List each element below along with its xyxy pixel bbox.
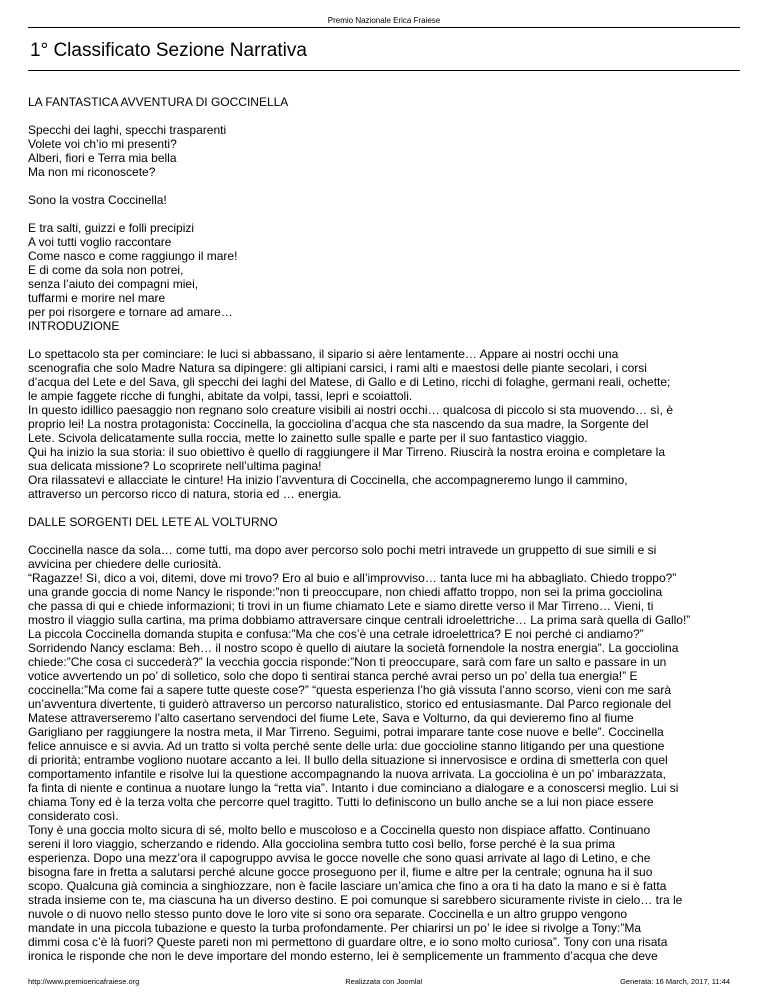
text-line: attraverso un percorso ricco di natura, storia ed … energia. [28,487,342,501]
text-line: che passa di qui e chiede informazioni; ti trovi in un fiume chiamato Lete e siamo dirette verso il Mar Tirreno… Vieni, ti [28,599,654,613]
text-line: scopo. Qualcuna già comincia a singhiozzare, non è facile lasciare un’amica che fino a ora ti ha dato la mano e si è fatta [28,879,667,893]
text-line: Tony è una goccia molto sicura di sé, molto bello e muscoloso e a Coccinella questo non dispiace affatto. Continuano [28,823,651,837]
text-line: mostro il viaggio sulla cartina, ma prima dobbiamo attraversare cinque centrali idroelettriche… La prima sarà quella di Gallo!” [28,613,691,627]
poem-line: tuffarmi e morire nel mare [28,291,166,305]
text-line: un’avventura divertente, ti guiderò attraverso un percorso naturalistico, storico ed entusiasmante. Dal Parco regionale del [28,697,672,711]
section-title: DALLE SORGENTI DEL LETE AL VOLTURNO [28,515,278,529]
text-line: “Ragazze! Sì, dico a voi, ditemi, dove mi trovo? Ero al buio e all’improvviso… tanta luce mi ha abbagliato. Chiedo troppo?” [28,571,677,585]
text-line: Coccinella nasce da sola… come tutti, ma dopo aver percorso solo pochi metri intravede un gruppetto di sue simili e si [28,543,657,557]
poem-line: per poi risorgere e tornare ad amare… [28,305,233,319]
page-footer [0,977,768,987]
text-line: nuvole o di nuovo nello stesso punto dove le loro vite si sono ora separate. Coccinella e un altro gruppo vengono [28,907,628,921]
story-title: LA FANTASTICA AVVENTURA DI GOCCINELLA [28,95,289,109]
text-line: avvicina per chiedere delle curiosità. [28,557,222,571]
text-line: fa finta di niente e continua a nuotare lungo la “retta via”. Intanto i due cominciano a dialogare e a conoscersi meglio. Lui si [28,781,679,795]
text-line: proprio lei! La nostra protagonista: Coccinella, la gocciolina d’acqua che sta nascendo da sua madre, la Sorgente del [28,417,649,431]
text-line: di priorità; entrambe vogliono nuotare accanto a lei. Il bullo della situazione si innervosisce e ordina di smetterla con quel [28,753,668,767]
page-title: 1° Classificato Sezione Narrativa [30,40,307,61]
story-paragraph [28,543,740,963]
poem-stanza-1 [28,123,740,179]
poem-line: Volete voi ch’io mi presenti? [28,137,177,151]
intro-heading: INTRODUZIONE [28,319,120,333]
poem-line: Ma non mi riconoscete? [28,165,156,179]
poem-line: A voi tutti voglio raccontare [28,235,172,249]
text-line: Ora rilassatevi e allacciate le cinture! Ha inizio l’avventura di Coccinella, che accompagneremo lungo il cammino, [28,473,628,487]
text-line: In questo idillico paesaggio non regnano solo creature visibili ai nostri occhi… qualcosa di piccolo si sta muovendo… sì, è [28,403,674,417]
text-line: La piccola Coccinella domanda stupita e confusa:”Ma che cos’è una cetrale idroelettrica? E noi perché ci andiamo?” [28,627,644,641]
article-body [28,95,740,977]
poem-line: senza l’aiuto dei compagni miei, [28,277,199,291]
text-line: sua delicata missione? Lo scoprirete nell’ultima pagina! [28,459,322,473]
text-line: strada insieme con te, ma ciascuna ha un diverso destino. E poi comunque si sarebbero sicuramente riviste in cielo… tra le [28,893,683,907]
text-line: sereni il loro viaggio, scherzando e ridendo. Alla gocciolina sembra tutto così bello, forse perché è la sua prima [28,837,615,851]
text-line: scenografia che solo Madre Natura sa dipingere: gli altipiani carsici, i rami alti e maestosi delle piante secolari, i corsi [28,361,647,375]
poem-line: E di come da sola non potrei, [28,263,184,277]
text-line: Lete. Scivola delicatamente sulla roccia, mette lo zainetto sulle spalle e parte per il suo fantastico viaggio. [28,431,588,445]
text-line: Matese attraverseremo l’alto casertano servendoci del fiume Lete, Sava e Volturno, da qui devieremo fino al fiume [28,711,634,725]
footer-generated: Generata: 16 March, 2017, 11:44 [620,977,730,986]
poem-line: Specchi dei laghi, specchi trasparenti [28,123,227,137]
text-line: d’acqua del Lete e del Sava, gli specchi dei laghi del Matese, di Gallo e di Letino, ricchi di folaghe, germani reali, ochette; [28,375,671,389]
text-line: ironica le risponde che non le deve importare del mondo esterno, lei è semplicemente un frammento d’acqua che deve [28,949,658,963]
intro-paragraph [28,347,740,501]
text-line: mandate in una piccola tubazione e questo la turba profondamente. Per chiarirsi un po’ le idee si rivolge a Tony:”Ma [28,921,642,935]
text-line: una grande goccia di nome Nancy le risponde:”non ti preoccupare, non chiedi affatto troppo, non sei la prima gocciolina [28,585,663,599]
text-line: Sorridendo Nancy esclama: Beh… il nostro scopo è quello di aiutare la società fornendole la nostra energia”. La gocciolina [28,641,679,655]
text-line: felice annuisce e si avvia. Ad un tratto si volta perché sente delle urla: due goccioline stanno litigando per una questione [28,739,665,753]
footer-made-with: Realizzata con Joomla! [345,977,423,986]
text-line: chiede:”Che cosa ci succederà?” la vecchia goccia risponde:”Non ti preoccupare, sarà com fare un salto e passare in un [28,655,667,669]
text-line: Qui ha inizio la sua storia: il suo obiettivo è quello di raggiungere il Mar Tirreno. Riuscirà la nostra eroina e completare la [28,445,665,459]
text-line: esperienza. Dopo una mezz’ora il capogruppo avvisa le gocce novelle che sono quasi arrivate al lago di Letino, e che [28,851,651,865]
text-line: chiama Tony ed è la terza volta che percorre quel tragitto. Tutti lo definiscono un bullo anche se a lui non piace essere [28,795,654,809]
poem-line: Come nasco e come raggiungo il mare! [28,249,238,263]
text-line: le ampie faggete ricche di funghi, abitate da volpi, tassi, lepri e scoiattoli. [28,389,413,403]
text-line: coccinella:”Ma come fai a sapere tutte queste cose?” “questa esperienza l’ho già vissuta l’anno scorso, vieni con me sarà [28,683,672,697]
text-line: bisogna fare in fretta a salutarsi perché alcune gocce proseguono per il, fiume e altre per la centrale; ognuna ha il suo [28,865,653,879]
text-line: dimmi cosa c’è là fuori? Queste pareti non mi permettono di guardare oltre, e io sono molto curiosa”. Tony con una risata [28,935,668,949]
title-area [28,27,740,71]
title-divider [28,70,740,71]
poem-stanza-3 [28,221,740,333]
text-line: considerato così. [28,809,119,823]
footer-url: http://www.premioericafraiese.org [28,977,140,986]
poem-stanza-2: Sono la vostra Coccinella! [28,193,167,207]
text-line: Garigliano per raggiungere la nostra meta, il Mar Tirreno. Seguimi, potrai imparare tante cose nuove e belle”. Coccinella [28,725,664,739]
site-header: Premio Nazionale Erica Fraiese [327,16,441,25]
poem-line: Alberi, fiori e Terra mia bella [28,151,177,165]
text-line: comportamento infantile e risolve lui la questione accompagnando la nuova arrivata. La gocciolina è un po’ imbarazzata, [28,767,666,781]
poem-line: E tra salti, guizzi e folli precipizi [28,221,195,235]
text-line: Lo spettacolo sta per cominciare: le luci si abbassano, il sipario si aère lentamente… Appare ai nostri occhi una [28,347,619,361]
text-line: votice avvertendo un po’ di solletico, solo che dopo ti sentirai stanca perché avrai perso un po’ della tua energia!” E [28,669,638,683]
